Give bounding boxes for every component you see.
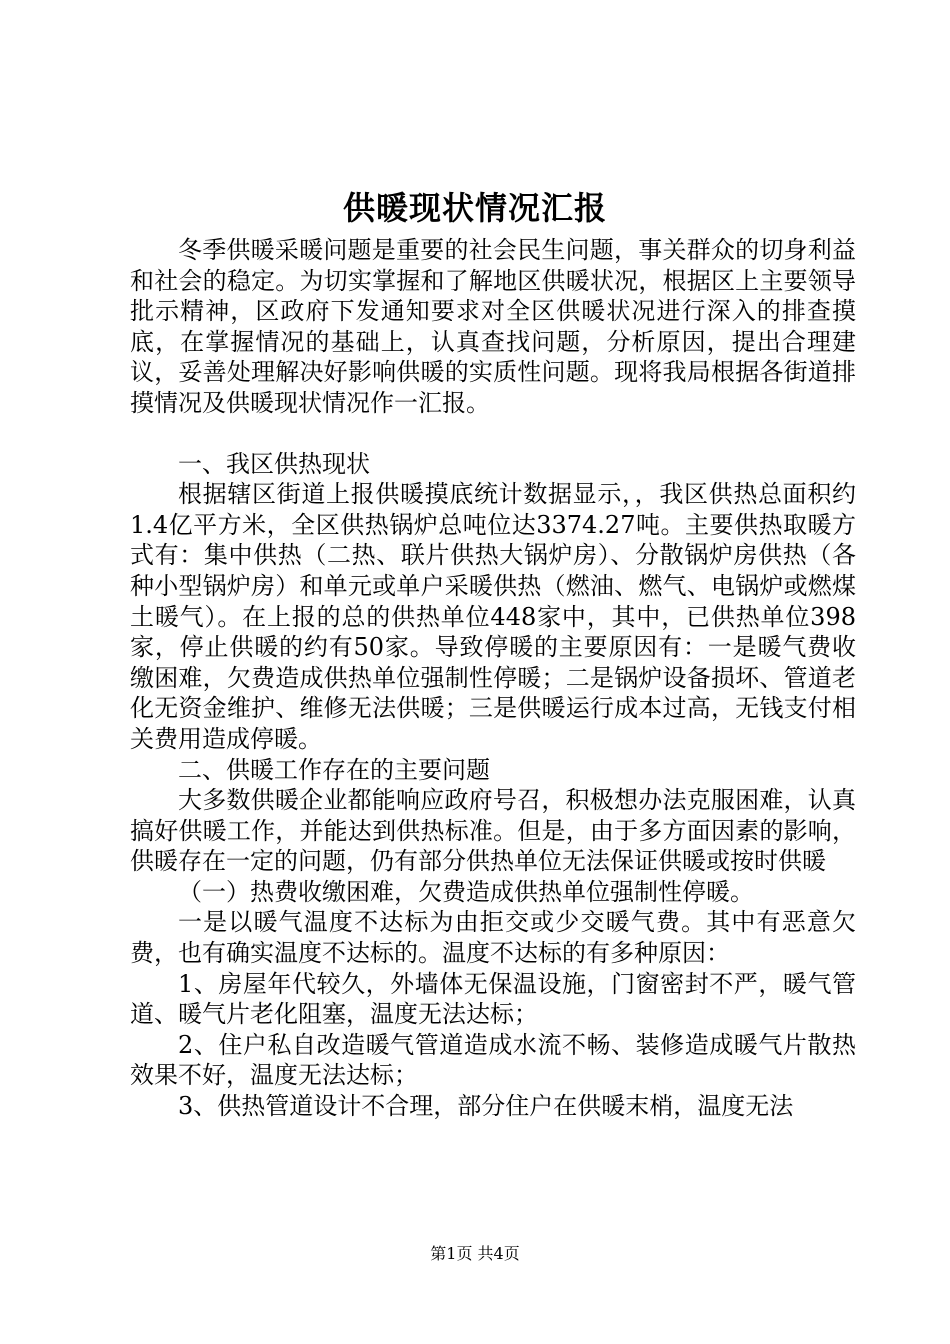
paragraph-problems: 大多数供暖企业都能响应政府号召，积极想办法克服困难，认真搞好供暖工作，并能达到供热标准。但是，由于多方面因素的影响，供暖存在一定的问题，仍有部分供热单位无法保证供暖或按时供暖	[130, 786, 856, 876]
section-heading-2: 二、供暖工作存在的主要问题	[178, 755, 490, 784]
paragraph-reason-1: 一是以暖气温度不达标为由拒交或少交暖气费。其中有恶意欠费，也有确实温度不达标的。温度不达标的有多种原因：	[130, 908, 856, 968]
list-item-1: 1、房屋年代较久，外墙体无保温设施，门窗密封不严，暖气管道、暖气片老化阻塞，温度无法达标；	[130, 969, 856, 1029]
list-item-3: 3、供热管道设计不合理，部分住户在供暖末梢，温度无法	[178, 1092, 794, 1121]
paragraph-intro: 冬季供暖采暖问题是重要的社会民生问题，事关群众的切身利益和社会的稳定。为切实掌握和了解地区供暖状况，根据区上主要领导批示精神，区政府下发通知要求对全区供暖状况进行深入的排查摸底，在掌握情况的基础上，认真查找问题，分析原因，提出合理建议，妥善处理解决好影响供暖的实质性问题。现将我局根据各街道排摸情况及供暖现状情况作一汇报。	[130, 236, 856, 417]
document-title: 供暖现状情况汇报	[342, 189, 607, 227]
page-footer: 第1页 共4页	[430, 1244, 520, 1263]
paragraph-heating-status: 根据辖区街道上报供暖摸底统计数据显示，，我区供热总面积约1.4亿平方米，全区供热锅炉总吨位达3374.27吨。主要供热取暖方式有：集中供热（二热、联片供热大锅炉房）、分散锅炉房供热（各种小型锅炉房）和单元或单户采暖供热（燃油、燃气、电锅炉或燃煤土暖气）。在上报的总的供热单位448家中，其中，已供热单位398家，停止供暖的约有50家。导致停暖的主要原因有：一是暖气费收缴困难，欠费造成供热单位强制性停暖；二是锅炉设备损坏、管道老化无资金维护、维修无法供暖；三是供暖运行成本过高，无钱支付相关费用造成停暖。	[130, 480, 856, 753]
subsection-heading-1: （一）热费收缴困难，欠费造成供热单位强制性停暖。	[178, 877, 754, 906]
list-item-2: 2、住户私自改造暖气管道造成水流不畅、装修造成暖气片散热效果不好，温度无法达标；	[130, 1030, 856, 1090]
section-heading-1: 一、我区供热现状	[178, 449, 370, 478]
document-body	[130, 235, 856, 1122]
